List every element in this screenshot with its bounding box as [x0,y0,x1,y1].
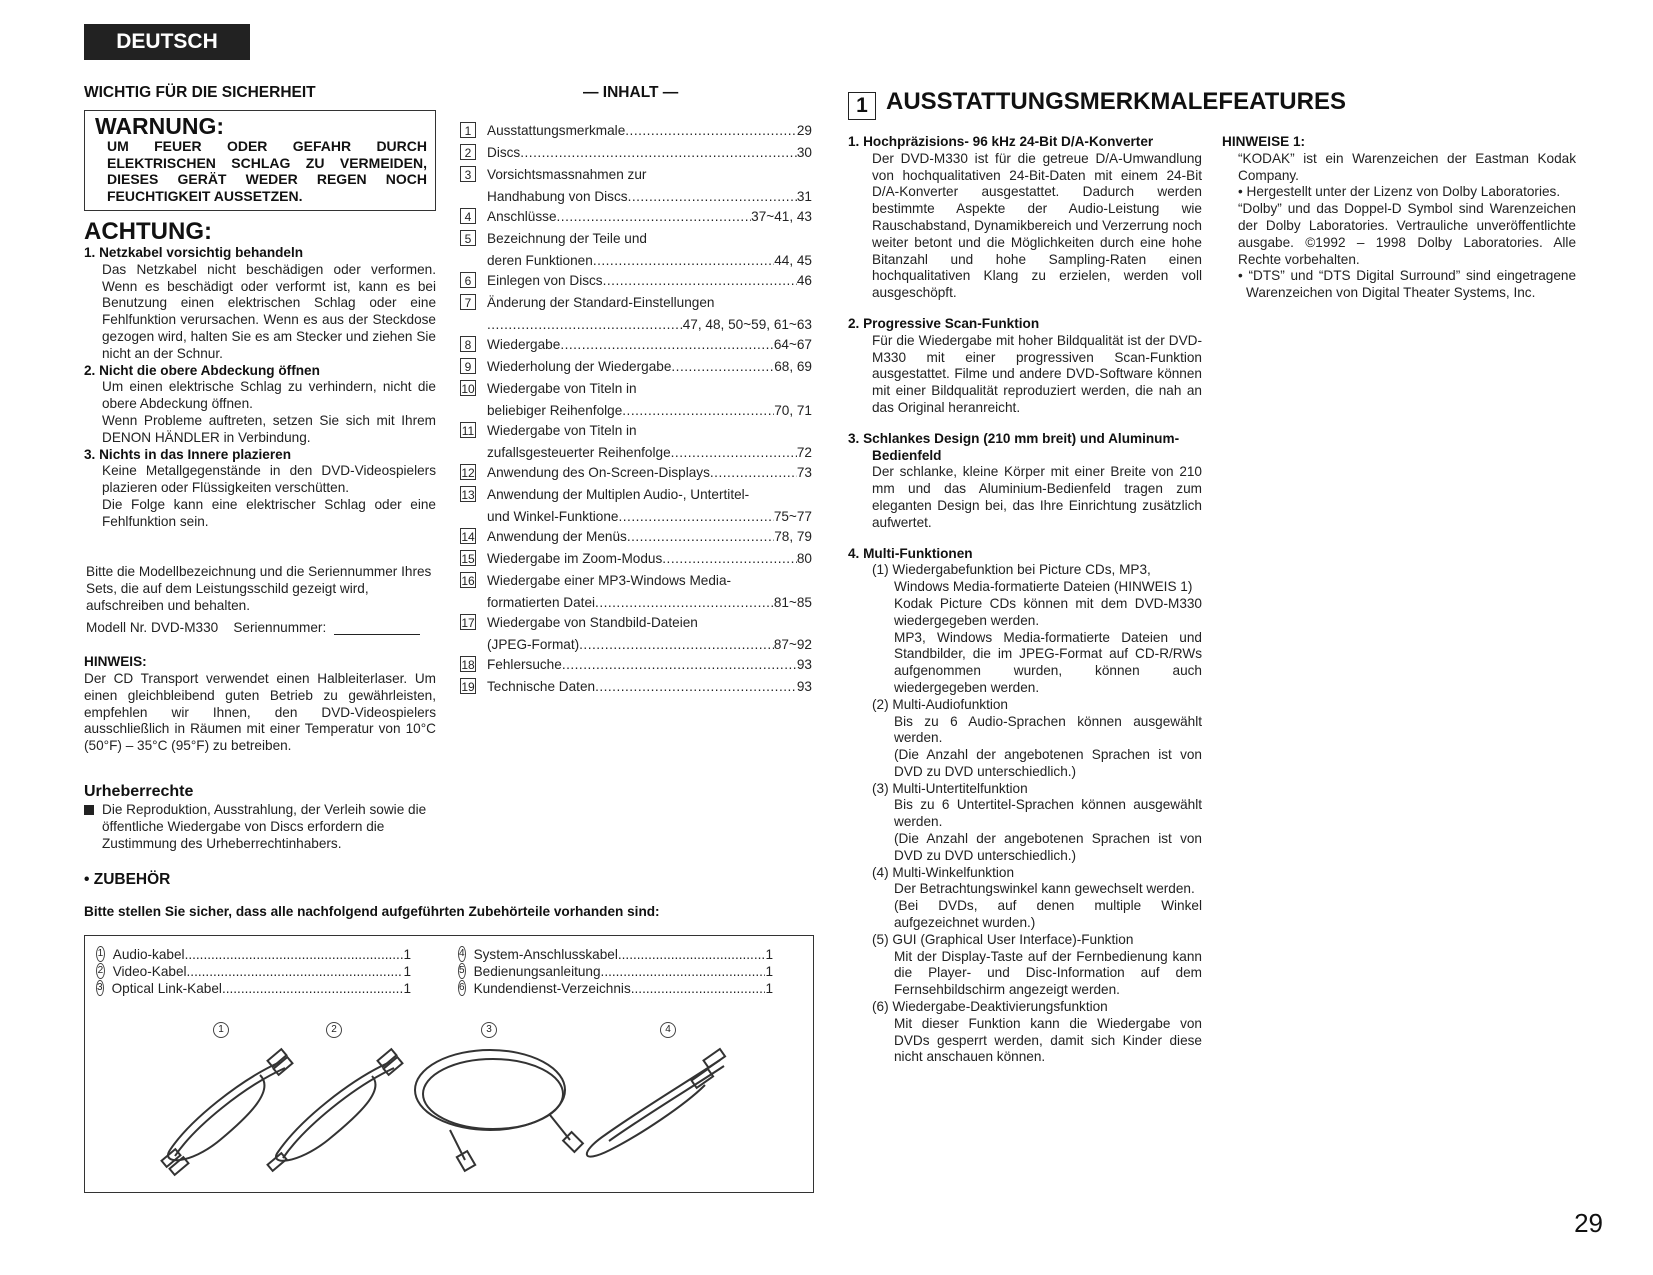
toc-leader [710,462,797,484]
multi-function-label: (4) Multi-Winkelfunktion [872,864,1015,880]
toc-item-label: Wiedergabe von Titeln in [487,423,637,438]
toc-item[interactable] [460,484,812,528]
toc-leader [671,356,774,378]
toc-item-page: 29 [796,123,812,138]
accessory-number: 6 [458,980,466,996]
toc-item-page: 73 [796,465,812,480]
warning-line: DIESES GERÄT WEDER REGEN NOCH [107,171,427,187]
accessory-qty: 1 [765,981,773,996]
toc-item-label: Einlegen von Discs [487,273,603,288]
toc-item-number: 3 [460,166,476,182]
feature-title: 4. Multi-Funktionen [848,545,973,561]
toc-item[interactable] [460,164,812,208]
multi-function-text: MP3, Windows Media-formatierte Dateien und Standbilder, die im JPEG-Format auf CD-R/RWs aufgenommen wurden, können auch wiedergegeben werden. [894,629,1202,695]
accessory-leader [631,980,766,997]
toc-item-label: formatierten Datei [487,595,596,610]
toc-item-page: 72 [796,445,812,460]
multi-function-text: Mit der Display-Taste auf der Fernbedienung kann die Player- und Disc-Information auf dem Fernsehbildschirm angezeigt werden. [894,948,1202,998]
figure-label-number: 3 [481,1022,497,1038]
toc-item-number: 8 [460,336,476,352]
accessories-intro: Bitte stellen Sie sicher, dass alle nachfolgend aufgeführten Zubehörteile vorhanden sind: [84,904,660,919]
toc-item-page: 78, 79 [774,529,812,544]
toc-leader [557,206,752,228]
toc-item[interactable] [460,120,812,142]
accessory-leader [601,963,766,980]
toc-item-label: Fehlersuche [487,657,562,672]
warning-box [84,110,436,211]
accessory-label: Video-Kabel [112,964,187,979]
caution-list [84,245,436,531]
toc-item-number: 1 [460,122,476,138]
toc-item-page: 37~41, 43 [751,209,812,224]
toc-item-page: 68, 69 [774,359,812,374]
toc-item-number: 13 [461,488,475,502]
multi-function-text: (Die Anzahl der angebotenen Sprachen ist von DVD zu DVD unterschiedlich.) [894,747,1202,779]
language-tab: DEUTSCH [84,24,250,60]
toc-item[interactable] [460,462,812,484]
toc-item-number: 15 [461,552,475,566]
caution-item-text: Das Netzkabel nicht beschädigen oder verformen. Wenn es beschädigt oder verformt ist, kann es bei Benutzung einen elektrischen Schlag oder eine Fehlfunktion verursachen. Wenn es aus der Steckdose gezogen wird, halten Sie es am Stecker und ziehen Sie nicht an der Schnur. [102,261,436,361]
accessory-label: Bedienungsanleitung [473,964,601,979]
toc-item-page: 81~85 [773,595,812,610]
warning-title: WARNUNG: [95,113,225,139]
toc-item-page: 93 [796,657,812,672]
toc-item-number: 19 [461,680,475,694]
caution-item-title: 3. Nichts in das Innere plazieren [84,446,291,462]
figure-label-number: 1 [213,1022,229,1038]
square-bullet-icon [84,805,94,815]
notes-block [1222,134,1576,302]
toc-item-number: 6 [460,272,476,288]
accessory-number: 3 [96,980,104,996]
toc-leader [593,250,774,272]
toc-leader [628,186,797,208]
toc-leader [560,334,774,356]
feature-title: 3. Schlankes Design (210 mm breit) und Aluminum-Bedienfeld [848,430,1180,463]
copyright-block [84,802,436,852]
toc-item-label: zufallsgesteuerter Reihenfolge [487,445,671,460]
toc-leader [520,142,797,164]
toc-item-page: 30 [796,145,812,160]
toc-leader [625,120,797,142]
accessory-number: 5 [458,963,466,979]
multi-function-label: (6) Wiedergabe-Deaktivierungsfunktion [872,999,1108,1015]
toc-item-label: Handhabung von Discs [487,189,628,204]
toc-item-page: 87~92 [773,637,812,652]
accessory-label: System-Anschlusskabel [473,947,618,962]
toc-leader [579,634,774,656]
toc-item-label: Technische Daten [487,679,596,694]
serial-label: Seriennummer: [233,620,327,635]
toc-item-number: 14 [461,530,475,544]
accessory-leader [185,946,404,963]
accessory-number: 4 [458,946,466,962]
accessory-qty: 1 [403,981,411,996]
toc-item[interactable] [460,612,812,656]
caution-item-text: Um einen elektrische Schlag zu verhindern, nicht die obere Abdeckung öffnen. [102,379,436,412]
page-number: 29 [1574,1208,1603,1238]
accessory-label: Audio-kabel [112,947,185,962]
feature-text: Der DVD-M330 ist für die getreue D/A-Umwandlung von hochqualitativen 24-Bit-Daten mit einem 24-Bit D/A-Konverter ausgestattet. Dadurch werden bestimmte Aspekte der Audio-Leistung wie Rauschabstand, Dynamikbereich und Verzerrung noch weiter betont und die Möglichkeiten durch eine hohe Bitanzahl und hohe Sampling-Raten einen hochqualitativen Klang zu erzielen, werden voll ausgeschöpft. [872,150,1202,301]
features-title [848,88,1346,120]
toc-item[interactable] [460,356,812,378]
caution-item-text: Keine Metallgegenstände in den DVD-Videospielers plazieren oder Flüssigkeiten verschütten. [102,463,436,496]
multi-function-label: (3) Multi-Untertitelfunktion [872,780,1028,796]
figure-label [481,1020,505,1038]
toc-item-label: und Winkel-Funktione [487,509,619,524]
toc-item-label: Wiederholung der Wiedergabe [487,359,672,374]
accessory-item [458,963,773,980]
accessory-qty: 1 [403,964,411,979]
note-dts: • “DTS” und “DTS Digital Surround” sind eingetragene Warenzeichen von Digital Theater Systems, Inc. [1238,268,1576,301]
caution-item-title: 2. Nicht die obere Abdeckung öffnen [84,362,320,378]
multi-function-text: Bis zu 6 Untertitel-Sprachen können ausgewählt werden. [894,797,1202,830]
multi-function-label: (1) Wiedergabefunktion bei Picture CDs, MP3, Windows Media-formatierte Dateien (HINWEIS 1) [872,562,1193,595]
multi-function-text: Mit dieser Funktion kann die Wiedergabe von DVDs gesperrt werden, damit sich Kinder diese nicht anschauen können. [894,1015,1202,1065]
accessory-label: Optical Link-Kabel [111,981,222,996]
toc-item-page: 80 [796,551,812,566]
toc-item-number: 4 [460,208,476,224]
multi-function-text: Kodak Picture CDs können mit dem DVD-M330 wiedergegeben werden. [894,595,1202,628]
toc-item-label: Wiedergabe im Zoom-Modus [487,551,663,566]
toc-leader [627,526,774,548]
system-cable-icon [587,1049,725,1157]
figure-label [660,1020,684,1038]
toc-item[interactable] [460,378,812,422]
note-dolby-text: “Dolby” und das Doppel-D Symbol sind Warenzeichen der Dolby Laboratories. Vertrauliche unveröffentlichte ausgabe. ©1992 – 1998 Dolby Laboratories. Alle Rechte vorbehalten. [1238,201,1576,267]
note-kodak: “KODAK” ist ein Warenzeichen der Eastman Kodak Company. [1238,150,1576,183]
toc-item-label: Wiedergabe [487,337,561,352]
toc-item[interactable] [460,206,812,228]
accessory-leader [187,963,404,980]
note-title: HINWEIS: [84,654,147,669]
toc-item-page: 44, 45 [774,253,812,268]
caution-item-text: Wenn Probleme auftreten, setzen Sie sich mit Ihrem DENON HÄNDLER in Verbindung. [102,412,436,445]
accessories-title: • ZUBEHÖR [84,871,171,888]
accessory-item [96,963,411,980]
toc-item[interactable] [460,420,812,464]
feature-title: 1. Hochpräzisions- 96 kHz 24-Bit D/A-Konverter [848,134,1154,149]
toc-leader [562,654,797,676]
toc-item-page: 93 [796,679,812,694]
accessory-number: 2 [96,963,105,979]
figure-label [213,1020,237,1038]
multi-function-label: (5) GUI (Graphical User Interface)-Funktion [872,931,1134,947]
toc-item[interactable] [460,548,812,570]
toc-item-label: Discs [487,145,521,160]
warning-line: UM FEUER ODER GEFAHR DURCH [107,138,427,154]
optical-cable-icon [415,1050,583,1171]
accessory-item [96,980,411,997]
toc-item-label: Ausstattungsmerkmale [487,123,626,138]
toc-item-number: 16 [461,574,475,588]
cables-illustration [150,1040,750,1180]
toc-item[interactable] [460,292,812,336]
toc-item[interactable] [460,334,812,356]
figure-label-number: 4 [660,1022,676,1038]
note-text: Der CD Transport verwendet einen Halbleiterlaser. Um einen gleichbleibend guten Betrieb zu gewährleisten, empfehlen wir Ihnen, den DVD-Videospielers ausschließlich in Räumen mit einer Temperatur von 10°C (50°F) – 35°C (95°F) zu betreiben. [84,671,436,754]
toc-item-number: 2 [460,144,476,160]
feature-text: Für die Wiedergabe mit hoher Bildqualität ist der DVD-M330 mit einer progressiven Scan-Funktion ausgestattet. Filme und andere DVD-Software können mit einer Bildqualität reproduziert werden, die nah an das Original heranreicht. [872,332,1202,415]
toc-item-label: Vorsichtsmassnahmen zur [487,167,647,182]
toc-item[interactable] [460,526,812,548]
toc-leader [487,314,683,336]
toc-item-label: Anwendung der Menüs [487,529,627,544]
toc-item[interactable] [460,228,812,272]
toc-item-label: Wiedergabe einer MP3-Windows Media- [487,573,732,588]
toc-item[interactable] [460,270,812,292]
toc-item-label: Wiedergabe von Standbild-Dateien [487,615,698,630]
multi-function-text: (Bei DVDs, auf denen multiple Winkel aufgezeichnet wurden.) [894,898,1202,931]
toc-item-number: 17 [461,616,475,630]
features-heading: AUSSTATTUNGSMERKMALEFEATURES [886,88,1346,115]
toc-item-page: 47, 48, 50~59, 61~63 [682,317,812,332]
toc-leader [662,548,797,570]
copyright-text: Die Reproduktion, Ausstrahlung, der Verleih sowie die öffentliche Wiedergabe von Discs erfordern die Zustimmung des Urheberrechtinhabers. [102,802,427,851]
toc-leader [603,270,797,292]
serial-blank [334,634,420,635]
toc-item-number: 10 [461,382,475,396]
note-dolby-bullet: • Hergestellt unter der Lizenz von Dolby Laboratories. [1238,184,1561,200]
multi-function-text: Bis zu 6 Audio-Sprachen können ausgewählt werden. [894,713,1202,746]
accessory-qty: 1 [765,964,773,979]
toc-item[interactable] [460,654,812,676]
accessory-item [458,980,773,997]
safety-title: WICHTIG FÜR DIE SICHERHEIT [84,84,316,101]
toc-leader [595,676,797,698]
features-list [848,134,1202,1066]
toc-title: — INHALT — [583,84,679,101]
toc-leader [671,442,797,464]
warning-text [107,138,427,204]
accessory-qty: 1 [403,947,411,962]
toc-item-number: 12 [461,466,475,480]
notes-title: HINWEISE 1: [1222,134,1306,149]
toc-item-page: 64~67 [773,337,812,352]
toc-item-label: Anschlüsse [487,209,557,224]
model-serial-line [86,620,438,637]
model-label: Modell Nr. DVD-M330 [86,620,219,635]
toc-item-page: 46 [796,273,812,288]
toc-item-number: 11 [461,424,475,438]
caution-item-text: Die Folge kann eine elektrischer Schlag oder eine Fehlfunktion sein. [102,496,436,529]
toc-item-number: 18 [461,658,475,672]
toc-leader [595,592,774,614]
audio-cable-icon [162,1049,293,1175]
multi-function-text: (Die Anzahl der angebotenen Sprachen ist von DVD zu DVD unterschiedlich.) [894,831,1202,863]
warning-line: FEUCHTIGKEIT AUSSETZEN. [107,187,303,204]
section-number: 1 [848,92,876,120]
multi-function-text: Der Betrachtungswinkel kann gewechselt werden. [894,881,1195,897]
toc-item[interactable] [460,676,812,698]
toc-item-page: 31 [796,189,812,204]
multi-function-list [848,562,1202,1066]
toc-leader [618,506,773,528]
feature-title: 2. Progressive Scan-Funktion [848,315,1040,331]
accessory-leader [618,946,766,963]
toc-item-label: Änderung der Standard-Einstellungen [487,295,715,310]
feature-text: Der schlanke, kleine Körper mit einer Breite von 210 mm und das Aluminium-Bedienfeld tragen zum eleganten Design bei, das Ihre Einrichtung zusätzlich aufwertet. [872,464,1202,530]
accessory-item [458,946,773,963]
serial-note: Bitte die Modellbezeichnung und die Seriennummer Ihres Sets, die auf dem Leistungsschild gezeigt wird, aufschreiben und behalten. [86,564,432,613]
toc-item-label: (JPEG-Format) [487,637,580,652]
toc-item-page: 75~77 [773,509,812,524]
toc-item-number: 5 [460,230,476,246]
caution-title: ACHTUNG: [84,218,212,245]
toc-item-number: 9 [460,358,476,374]
toc-item-number: 7 [460,294,476,310]
warning-line: ELEKTRISCHEN SCHLAG ZU VERMEIDEN, [107,154,427,171]
toc-item-label: Bezeichnung der Teile und [487,231,647,246]
toc-item-label: Wiedergabe von Titeln in [487,381,637,396]
toc-item-label: Anwendung der Multiplen Audio-, Untertitel- [487,487,750,502]
toc-item-label: deren Funktionen [487,253,593,268]
accessory-number: 1 [96,946,105,962]
multi-function-label: (2) Multi-Audiofunktion [872,696,1008,712]
accessory-leader [222,980,404,997]
toc-item-label: Anwendung des On-Screen-Displays [487,465,710,480]
toc-item[interactable] [460,142,812,164]
toc-leader [622,400,774,422]
accessory-label: Kundendienst-Verzeichnis [473,981,631,996]
figure-label [326,1020,350,1038]
accessory-item [96,946,411,963]
toc-item-label: beliebiger Reihenfolge [487,403,623,418]
accessory-qty: 1 [765,947,773,962]
figure-label-number: 2 [326,1022,342,1038]
caution-item-title: 1. Netzkabel vorsichtig behandeln [84,245,304,260]
copyright-title: Urheberrechte [84,783,194,800]
toc-item-page: 70, 71 [774,403,812,418]
toc-item[interactable] [460,570,812,614]
